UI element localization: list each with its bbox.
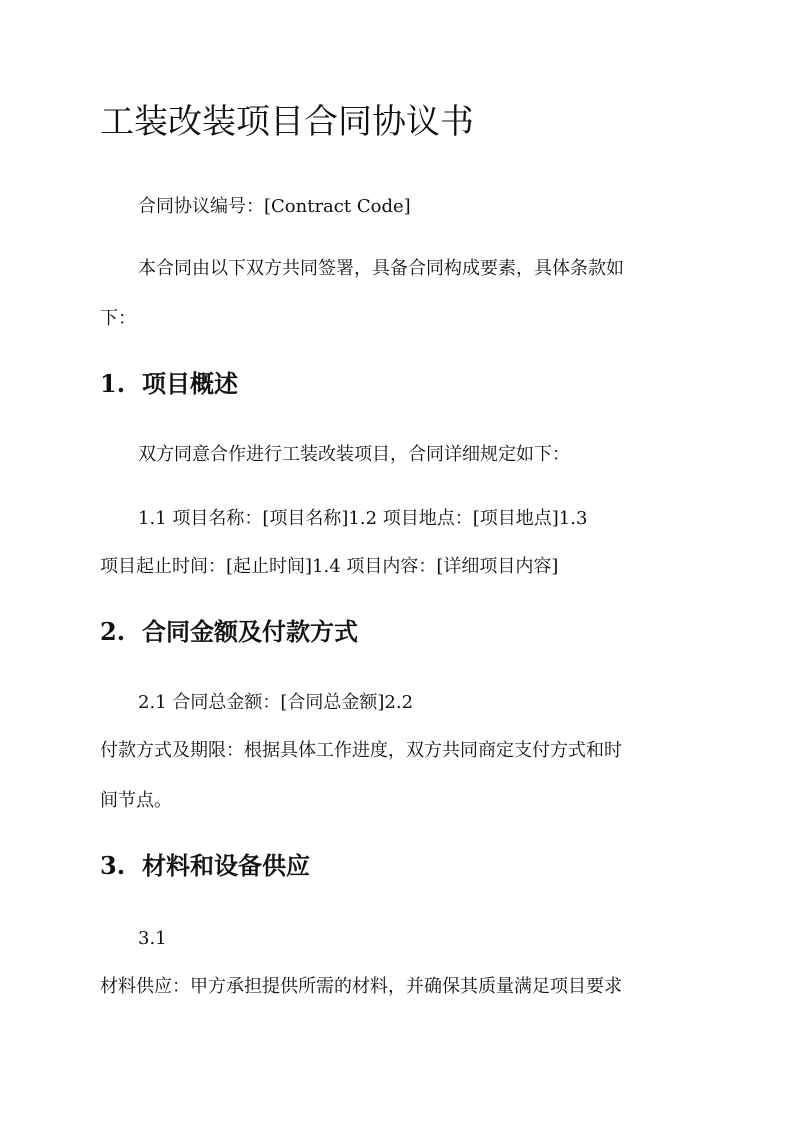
section-1-line-3: 项目起止时间：[起止时间]1.4 项目内容：[详细项目内容] <box>100 556 559 577</box>
contract-code-line: 合同协议编号：[Contract Code] <box>138 196 411 217</box>
section-title: 材料和设备供应 <box>142 851 310 880</box>
section-heading-1 <box>100 368 238 400</box>
section-number: 3. <box>100 851 126 880</box>
section-1-line-2: 1.1 项目名称：[项目名称]1.2 项目地点：[项目地点]1.3 <box>138 508 588 529</box>
section-3-line-2: 材料供应：甲方承担提供所需的材料，并确保其质量满足项目要求 <box>100 976 622 997</box>
section-2-line-3: 间节点。 <box>100 790 172 811</box>
section-title: 项目概述 <box>142 369 238 398</box>
section-1-line-1: 双方同意合作进行工装改装项目，合同详细规定如下： <box>138 444 570 465</box>
intro-line-1: 本合同由以下双方共同签署，具备合同构成要素，具体条款如 <box>138 258 624 279</box>
intro-line-2: 下： <box>100 308 136 329</box>
section-title: 合同金额及付款方式 <box>142 617 358 646</box>
section-number: 1. <box>100 369 126 398</box>
document-title: 工装改装项目合同协议书 <box>100 102 474 142</box>
section-3-line-1: 3.1 <box>138 928 167 949</box>
section-2-line-2: 付款方式及期限：根据具体工作进度，双方共同商定支付方式和时 <box>100 740 622 761</box>
section-heading-2 <box>100 616 358 648</box>
section-2-line-1: 2.1 合同总金额：[合同总金额]2.2 <box>138 692 414 713</box>
section-number: 2. <box>100 617 126 646</box>
section-heading-3 <box>100 850 310 882</box>
